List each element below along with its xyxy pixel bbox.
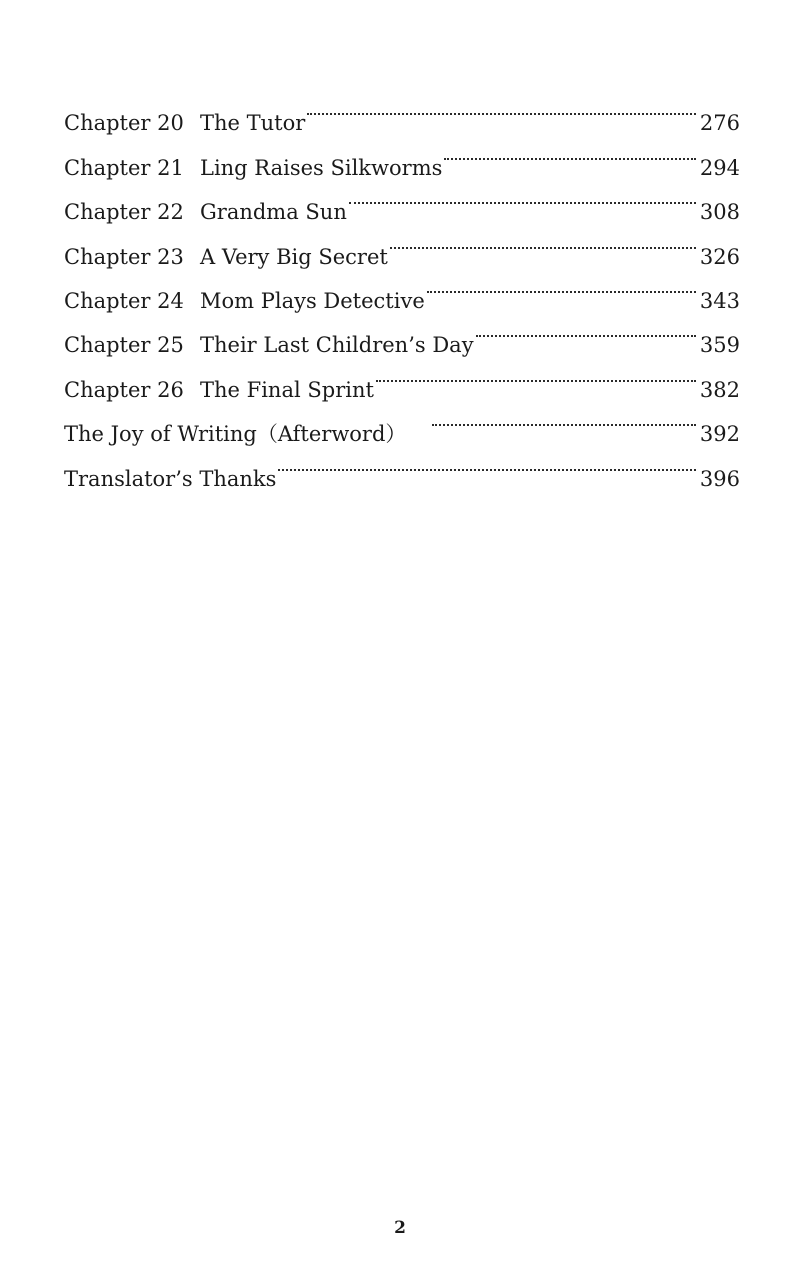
chapter-number: Chapter 22: [64, 200, 184, 225]
chapter-number: Chapter 20: [64, 111, 184, 136]
dot-leader: [432, 397, 695, 441]
dot-leader: [390, 219, 696, 263]
chapter-number: Chapter 21: [64, 155, 184, 180]
dot-leader: [349, 175, 696, 219]
page-reference: 392: [699, 422, 740, 447]
page-reference: 359: [699, 333, 740, 358]
chapter-title: Mom Plays Detective: [200, 288, 425, 313]
dot-leader: [278, 441, 695, 485]
dot-leader: [444, 130, 696, 174]
page-reference: 343: [699, 288, 740, 313]
chapter-number: Chapter 23: [64, 244, 184, 269]
chapter-title: The Final Sprint: [200, 377, 374, 402]
page-reference: 382: [699, 377, 740, 402]
chapter-title: Their Last Children’s Day: [200, 333, 474, 358]
afterword-title: The Joy of Writing（Afterword）: [64, 422, 407, 447]
toc-entry: [64, 86, 740, 136]
dot-leader: [476, 308, 696, 352]
thanks-title: Translator’s Thanks: [64, 466, 277, 491]
dot-leader: [427, 264, 696, 308]
dot-leader: [376, 352, 696, 396]
chapter-number: Chapter 24: [64, 288, 184, 313]
table-of-contents: [64, 86, 740, 491]
chapter-title: Ling Raises Silkworms: [200, 155, 443, 180]
dot-leader: [307, 86, 696, 130]
page-number: 2: [394, 1218, 406, 1238]
chapter-number: Chapter 26: [64, 377, 184, 402]
chapter-title: The Tutor: [200, 111, 306, 136]
chapter-number: Chapter 25: [64, 333, 184, 358]
page-reference: 326: [699, 244, 740, 269]
page-reference: 396: [699, 466, 740, 491]
page-reference: 294: [699, 155, 740, 180]
page-reference: 308: [699, 200, 740, 225]
chapter-title: Grandma Sun: [200, 200, 347, 225]
chapter-title: A Very Big Secret: [200, 244, 388, 269]
page-reference: 276: [699, 111, 740, 136]
